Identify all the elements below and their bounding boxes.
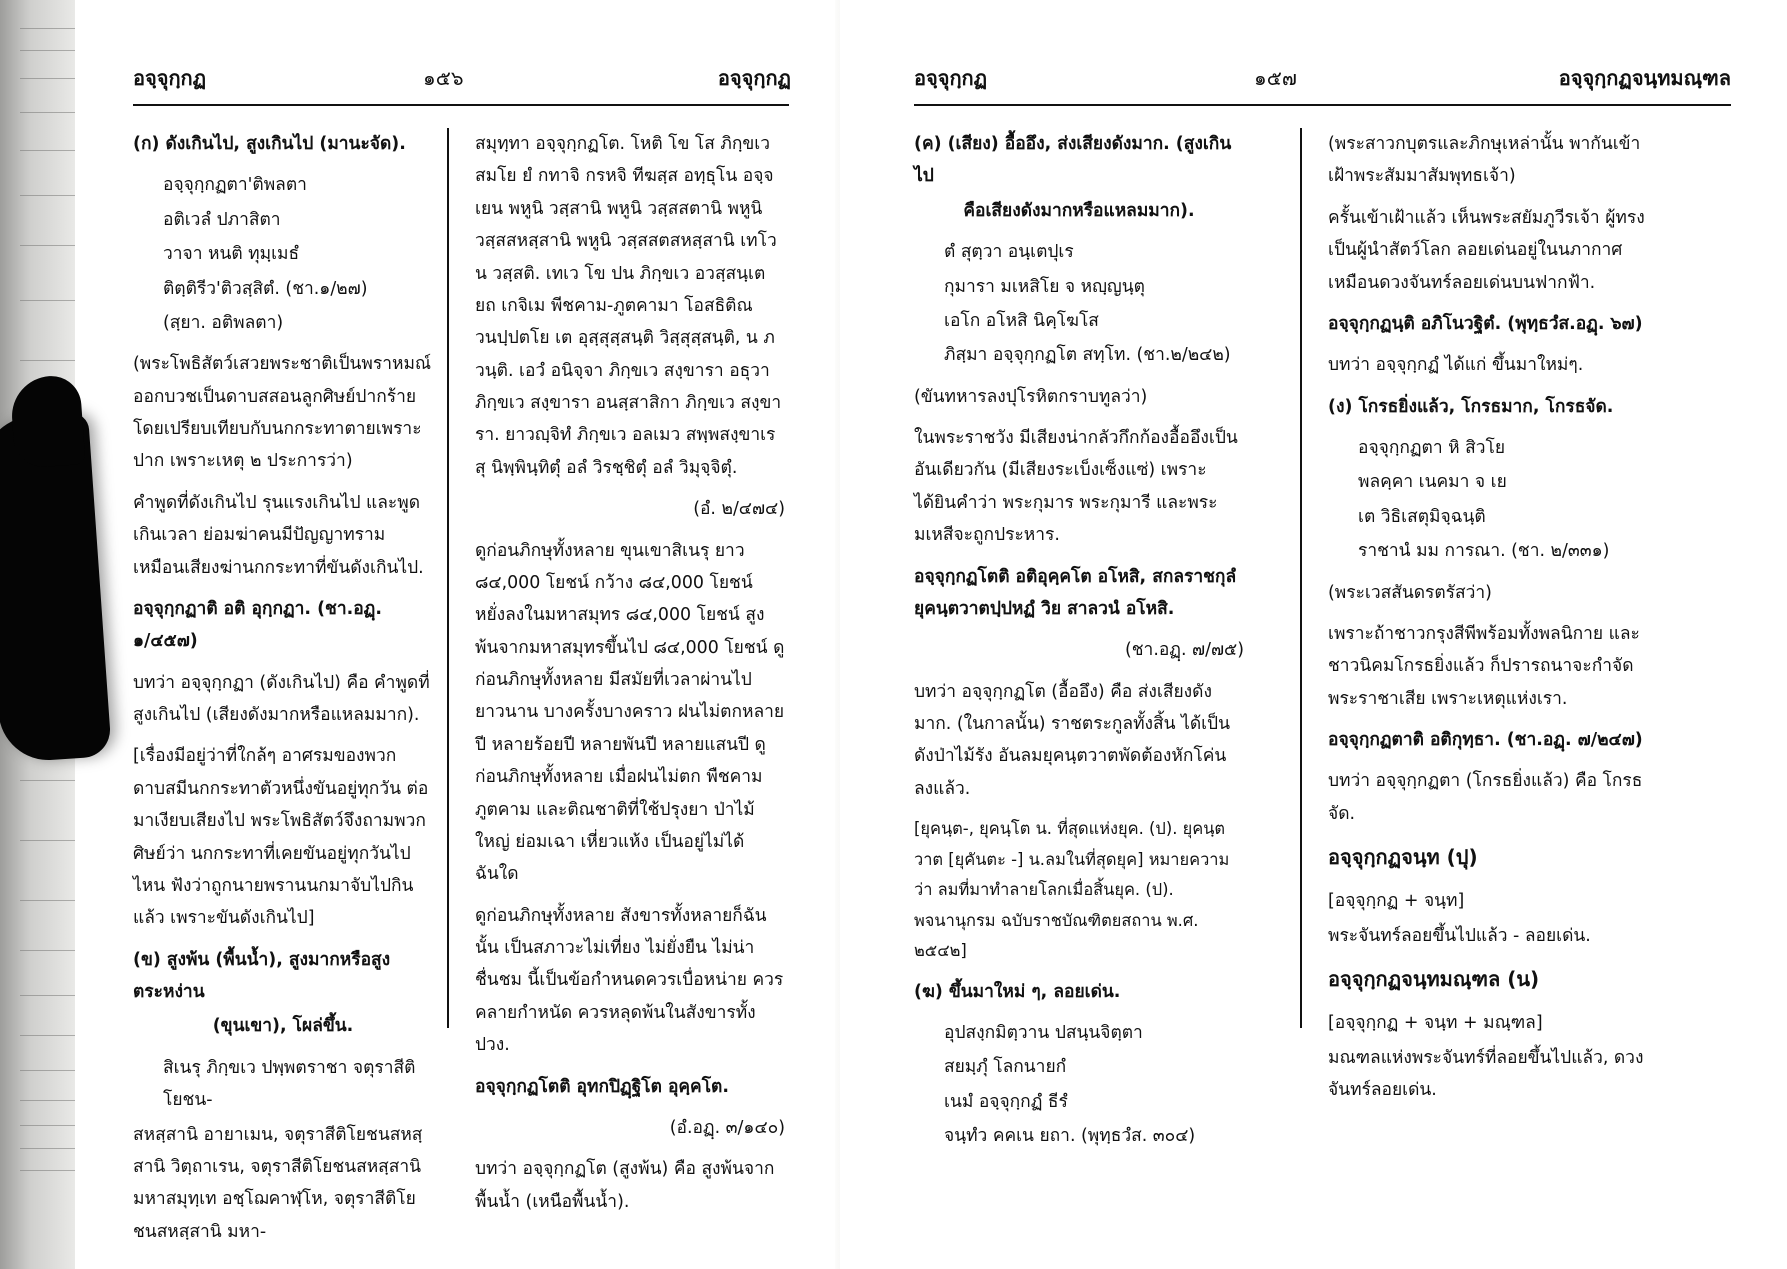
- entry-definition: มณฑลแห่งพระจันทร์ที่ลอยขึ้นไปแล้ว, ดวงจันทร์ลอยเด่น.: [1328, 1047, 1644, 1100]
- translation-paragraph: คำพูดที่ดังเกินไป รุนแรงเกินไป และพูดเกินเวลา ย่อมฆ่าคนมีปัญญาทราม เหมือนเสียงฆ่านกกระทาที่ขันดังเกินไป.: [133, 492, 424, 578]
- right-col-2: [1328, 128, 1658, 1115]
- pali-verse-line-citation: ติตฺติรีว'ติวสฺสิตํ. (ชา.๑/๒๗): [163, 278, 368, 299]
- translation-paragraph: ดูก่อนภิกษุทั้งหลาย สังขารทั้งหลายก็ฉันนั้น เป็นสภาวะไม่เที่ยง ไม่ยั่งยืน ไม่น่าชื่นชม นี้เป็นข้อกำหนดควรเบื่อหน่าย ควรคลายกำหนัด ควรหลุดพ้นในสังขารทั้งปวง.: [475, 905, 784, 1056]
- right-page-header: [914, 62, 1731, 92]
- header-left-title: อจฺจุกฺกฏ: [133, 66, 207, 90]
- translation-paragraph: (พระสาวกบุตรและภิกษุเหล่านั้น พากันเข้าเฝ้าพระสัมมาสัมพุทธเจ้า): [1328, 134, 1641, 187]
- page-number: ๑๕๗: [1254, 66, 1297, 90]
- commentary-line: อจฺจุกฺกฏนฺติ อภิโนวฐิตํ. (พุทฺธวํส.อฏฺ. ๖๗): [1328, 313, 1643, 334]
- entry-definition: พระจันทร์ลอยขึ้นไปแล้ว - ลอยเด่น.: [1328, 925, 1591, 946]
- commentary-line: อจฺจุกฺกฏโตติ อติอุคฺคโต อโหสิ, สกลราชกุลํ ยุคนฺตวาตปฺปหฏํ วิย สาลวนํ อโหสิ.: [914, 566, 1237, 619]
- commentary-translation: บทว่า อจฺจุกฺกฏํ ได้แก่ ขึ้นมาใหม่ๆ.: [1328, 355, 1584, 376]
- commentary-translation: บทว่า อจฺจุกฺกฏตา (โกรธยิ่งแล้ว) คือ โกรธจัด.: [1328, 771, 1643, 824]
- pali-passage: สมุทฺทา อจฺจุกฺกฏโต. โหติ โข โส ภิกฺขเว สมโย ยํ กทาจิ กรหจิ ทีฆสฺส อทฺธุโน อจฺจเยน พหูนิ วสฺสานิ พหูนิ วสฺสสตานิ พหูนิ วสฺสสหสฺสานิ พหูนิ วสฺสสตสหสฺสานิ เทโว น วสฺสติ. เทเว โข ปน ภิกฺขเว อวสฺสนฺเต ยถ เกจิเม พีชคาม-ภูตคามา โอสธิติณวนปฺปตโย เต อุสฺสุสฺสนฺติ วิสฺสุสฺสนฺติ, น ภวนฺติ. เอวํ อนิจฺจา ภิกฺขเว สงฺขารา อธุวา ภิกฺขเว สงฺขารา อนสฺสาสิกา ภิกฺขเว สงฺขารา. ยาวญฺจิทํ ภิกฺขเว อลเมว สพฺพสงฺขาเรสุ นิพฺพินฺทิตุํ อลํ วิรชฺชิตุํ อลํ วิมุจฺจิตุํ.: [475, 134, 782, 478]
- citation: (อํ.อฏฺ. ๓/๑๔๐): [669, 1117, 785, 1138]
- sense-heading-gha: (ฆ) ขึ้นมาใหม่ ๆ, ลอยเด่น.: [914, 981, 1121, 1002]
- sense-heading-nga: (ง) โกรธยิ่งแล้ว, โกรธมาก, โกรธจัด.: [1328, 396, 1614, 417]
- column-divider: [447, 128, 449, 1028]
- pali-verse-line: อจฺจุกฺกฏตา หิ สิวโย: [1358, 438, 1506, 458]
- commentary-line: อจฺจุกฺกฏาติ อติ อุกฺกฏา. (ชา.อฏฺ. ๑/๔๕๗): [133, 598, 382, 652]
- dictionary-note: [ยุคนฺต-, ยุคนฺโต น. ที่สุดแห่งยุค. (ป). ยุคนฺตวาต [ยุคันตะ -] น.ลมในที่สุดยุค] หมายความว่า ลมที่มาทำลายโลกเมื่อสิ้นยุค. (ป). พจนานุกรม ฉบับราชบัณฑิตยสถาน พ.ศ. ๒๕๔๒]: [914, 819, 1230, 961]
- gloss-paragraph: (พระโพธิสัตว์เสวยพระชาติเป็นพราหมณ์ ออกบวชเป็นดาบสสอนลูกศิษย์ปากร้ายโดยเปรียบเทียบกับนกกระทาตายเพราะปาก เพราะเหตุ ๒ ประการว่า): [133, 354, 432, 472]
- left-page: [75, 0, 835, 1269]
- pali-verse-line: พลคฺคา เนคมา จ เย: [1358, 472, 1507, 493]
- pali-passage: สหสฺสานิ อายาเมน, จตุราสีติโยชนสหสฺสานิ วิตฺถาเรน, จตุราสีติโยชนสหสฺสานิ มหาสมุทฺเท อชฺโฌคาฬฺโห, จตุราสีติโยชนสหสฺสานิ มหา-: [133, 1124, 423, 1242]
- header-rule: [133, 104, 789, 106]
- pali-verse-line: ตํ สุตฺวา อนฺเตปุเร: [944, 242, 1074, 263]
- speaker-note: (พระเวสสันดรตรัสว่า): [1328, 582, 1492, 603]
- pali-verse-line-citation: จนฺทํว คคเน ยถา. (พุทฺธวํส. ๓๐๔): [944, 1126, 1196, 1147]
- right-col-1: [914, 128, 1244, 1162]
- entry-composition: [อจฺจุกฺกฏ + จนฺท + มณฺฑล]: [1328, 1013, 1543, 1034]
- sense-heading-kha-cont: (ขุนเขา), โผล่ขึ้น.: [212, 1016, 354, 1037]
- translation-paragraph: ดูก่อนภิกษุทั้งหลาย ขุนเขาสิเนรุ ยาว ๘๔,000 โยชน์ กว้าง ๘๔,000 โยชน์ หยั่งลงในมหาสมุทร ๘๔,000 โยชน์ สูงพ้นจากมหาสมุทรขึ้นไป ๘๔,000 โยชน์ ดูก่อนภิกษุทั้งหลาย มีสมัยที่เวลาผ่านไปยาวนาน บางครั้งบางคราว ฝนไม่ตกหลายปี หลายร้อยปี หลายพันปี หลายแสนปี ดูก่อนภิกษุทั้งหลาย เมื่อฝนไม่ตก พืชคามภูตคาม และติณชาติที่ใช้ปรุงยา ป่าไม้ใหญ่ ย่อมเฉา เหี่ยวแห้ง เป็นอยู่ไม่ได้ ฉันใด: [475, 540, 785, 885]
- citation: (ชา.อฏฺ. ๗/๗๕): [1124, 640, 1244, 661]
- citation: (อํ. ๒/๔๗๔): [693, 499, 785, 520]
- sense-heading-kho-cont: คือเสียงดังมากหรือแหลมมาก).: [963, 200, 1195, 221]
- pali-verse-line: สยมฺภุํ โลกนายกํ: [944, 1057, 1067, 1078]
- left-page-header: [133, 62, 791, 92]
- sense-heading-ka: (ก) ดังเกินไป, สูงเกินไป (มานะจัด).: [133, 134, 406, 154]
- pali-verse-line: อติเวลํ ปภาสิตา: [163, 209, 281, 230]
- commentary-translation: บทว่า อจฺจุกฺกฏโต (สูงพ้น) คือ สูงพ้นจากพื้นน้ำ (เหนือพื้นน้ำ).: [475, 1159, 775, 1212]
- header-right-title: อจฺจุกฺกฏจนฺทมณฺฑล: [1558, 66, 1731, 90]
- speaker-note: (ขันทหารลงปุโรหิตกราบทูลว่า): [914, 386, 1148, 407]
- translation-paragraph: ในพระราชวัง มีเสียงน่ากลัวกึกก้องอื้ออึงเป็นอันเดียวกัน (มีเสียงระเบ็งเซ็งแซ่) เพราะได้ยินคำว่า พระกุมาร พระกุมารี และพระมเหสีจะถูกประหาร.: [914, 428, 1238, 546]
- header-right-title: อจฺจุกฺกฏ: [717, 66, 791, 90]
- commentary-line: อจฺจุกฺกฏตาติ อติกุทฺธา. (ชา.อฏฺ. ๗/๒๔๗): [1328, 730, 1643, 750]
- left-col-2: [475, 128, 785, 1227]
- header-rule: [914, 104, 1731, 106]
- pali-verse-line-citation: ภิสฺมา อจฺจุกฺกฏโต สทฺโท. (ชา.๒/๒๔๒): [944, 345, 1231, 366]
- page-number: ๑๕๖: [423, 66, 464, 90]
- pali-verse-line: กุมารา มเหสิโย จ หญฺญนฺตุ: [944, 276, 1145, 297]
- sense-heading-kho: (ค) (เสียง) อื้ออึง, ส่งเสียงดังมาก. (สูงเกินไป: [914, 134, 1232, 187]
- commentary-translation: บทว่า อจฺจุกฺกฏโต (อื้ออึง) คือ ส่งเสียงดังมาก. (ในกาลนั้น) ราชตระกูลทั้งสิ้น ได้เป็นดังป่าไม้รัง อันลมยุคนฺตวาตพัดต้องหักโค่นลงแล้ว.: [914, 681, 1230, 799]
- right-page: [840, 0, 1787, 1269]
- pali-verse-line: อจฺจุกฺกฏตา'ติพลตา: [163, 175, 307, 196]
- translation-paragraph: เพราะถ้าชาวกรุงสีพีพร้อมทั้งพลนิกาย และชาวนิคมโกรธยิ่งแล้ว ก็ปรารถนาจะกำจัดพระราชาเสีย เพราะเหตุแห่งเรา.: [1328, 623, 1640, 709]
- header-left-title: อจฺจุกฺกฏ: [914, 66, 988, 90]
- variant-note: (สฺยา. อติพลตา): [163, 312, 284, 333]
- entry-composition: [อจฺจุกฺกฏ + จนฺท]: [1328, 891, 1465, 912]
- pali-verse-line-citation: ราชานํ มม การณา. (ชา. ๒/๓๓๑): [1358, 541, 1610, 562]
- bracket-story: [เรื่องมีอยู่ว่าที่ใกล้ๆ อาศรมของพวกดาบสมีนกกระทาตัวหนึ่งขันอยู่ทุกวัน ต่อมาเงียบเสียงไป พระโพธิสัตว์จึงถามพวกศิษย์ว่า นกกระทาที่เคยขันอยู่ทุกวันไปไหน ฟังว่าถูกนายพรานนกมาจับไปกินแล้ว เพราะขันดังเกินไป]: [133, 746, 429, 929]
- pali-verse-line: อุปสงฺกมิตฺวาน ปสนฺนจิตฺตา: [944, 1023, 1143, 1044]
- entry-headword: อจฺจุกฺกฏจนฺทมณฺฑล (น): [1328, 967, 1540, 992]
- pali-verse-line: เต วิธิเสตุมิจฺฉนฺติ: [1358, 506, 1486, 527]
- pali-verse-line: เอโก อโหสิ นิคฺโฆโส: [944, 310, 1099, 331]
- pali-verse-line: เนมํ อจฺจุกฺกฏํ ธีรํ: [944, 1091, 1068, 1112]
- column-divider: [1300, 128, 1302, 1028]
- commentary-translation: บทว่า อจฺจุกฺกฏา (ดังเกินไป) คือ คำพูดที่สูงเกินไป (เสียงดังมากหรือแหลมมาก).: [133, 672, 430, 725]
- pali-passage-line: สิเนรุ ภิกฺขเว ปพฺพตราชา จตุราสีติโยชน-: [163, 1057, 416, 1111]
- pali-verse-line: วาจา หนติ ทุมฺเมธํ: [163, 244, 300, 265]
- left-col-1: [133, 128, 433, 1257]
- translation-paragraph: ครั้นเข้าเฝ้าแล้ว เห็นพระสยัมภูวีรเจ้า ผู้ทรงเป็นผู้นำสัตว์โลก ลอยเด่นอยู่ในนภากาศ เหมือนดวงจันทร์ลอยเด่นบนฟากฟ้า.: [1328, 207, 1645, 293]
- commentary-line: อจฺจุกฺกฏโตติ อุทกปิฏฺฐิโต อุคฺคโต.: [475, 1076, 729, 1097]
- sense-heading-kha: (ข) สูงพ้น (พื้นน้ำ), สูงมากหรือสูงตระหง่าน: [133, 949, 391, 1002]
- entry-headword: อจฺจุกฺกฏจนฺท (ปุ): [1328, 845, 1478, 870]
